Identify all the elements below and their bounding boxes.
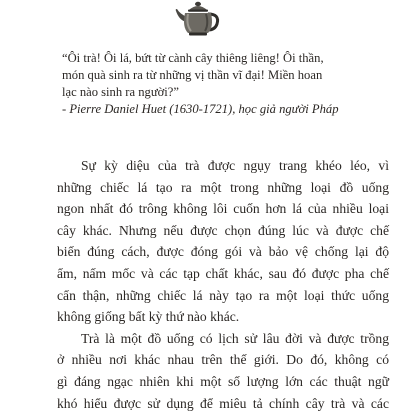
text-line: Sự kỳ diệu của trà được ngụy trang khéo léo, vì — [81, 158, 389, 173]
text-line: những chiếc lá tạo ra một trong những loại đồ uống — [57, 179, 389, 195]
text-line: gì đáng ngạc nhiên khi một số lượng lớn các thuật ngữ — [57, 373, 389, 389]
epigraph-quote — [62, 50, 392, 118]
text-line: không giống bất kỳ thứ nào khác. — [57, 309, 240, 325]
text-line: cây khác. Nhưng nếu được chọn đúng lúc và được chế — [57, 222, 389, 238]
teapot-icon — [170, 0, 226, 40]
text-line: biến đúng cách, được đóng gói và bảo vệ chống lại độ — [57, 244, 389, 260]
text-line: ẩm, nấm mốc và các tạp chất khác, sau đó được pha chế — [57, 265, 389, 281]
quote-line: lạc nào sinh ra người?” — [62, 85, 179, 99]
quote-line: món quà sinh ra từ những vị thần vĩ đại! Miền hoan — [62, 68, 323, 82]
paragraph — [57, 328, 389, 414]
text-line: Trà là một đồ uống có lịch sử lâu đời và được trồng — [81, 330, 389, 346]
body-text — [57, 155, 389, 414]
quote-attribution: - Pierre Daniel Huet (1630-1721), học giả người Pháp — [62, 102, 339, 116]
quote-line: “Ôi trà! Ôi lá, bứt từ cành cây thiêng liêng! Ôi thần, — [62, 51, 324, 65]
text-line: khó hiểu được sử dụng để miêu tả chính cây trà và các — [57, 395, 389, 411]
text-line: ở nhiều nơi khác nhau trên thế giới. Do đó, không có — [57, 352, 389, 368]
text-line: ngon nhất đó trông không lôi cuốn hơn lá của nhiều loại — [57, 201, 389, 217]
paragraph — [57, 155, 389, 328]
text-line: cẩn thận, những chiếc lá này tạo ra một loại thức uống — [57, 287, 389, 303]
